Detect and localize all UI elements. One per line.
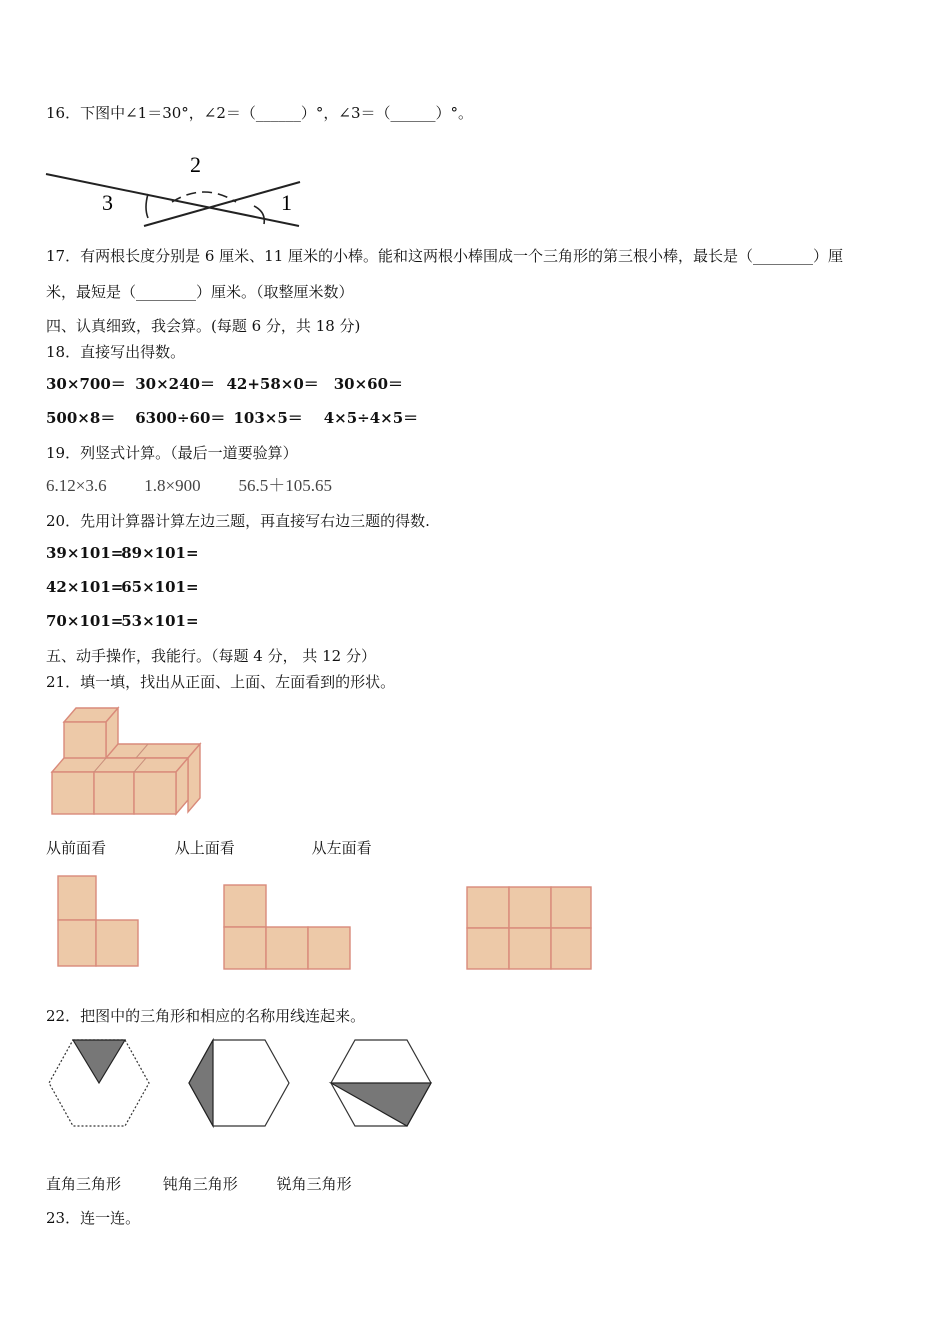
q20-row3 (46, 611, 199, 631)
q19-item: 56.5＋105.65 (238, 476, 332, 495)
q18-r1-item: 30×240＝ (135, 375, 215, 393)
section4-title: 四、认真细致，我会算。(每题 6 分，共 18 分) (46, 317, 361, 335)
q22-hexagon-1 (46, 1036, 152, 1130)
q21-title: 21．填一填，找出从正面、上面、左面看到的形状。 (46, 673, 396, 691)
q20-row1 (46, 543, 199, 563)
angle-2-label: 2 (190, 152, 201, 177)
q17-line2: 米，最短是（________）厘米。（取整厘米数） (46, 283, 354, 301)
q18-r2-item: 500×8＝ (46, 409, 116, 427)
view-left-label: 从左面看 (311, 839, 372, 857)
q22-names (46, 1174, 352, 1194)
q17-line1: 17．有两根长度分别是 6 厘米、11 厘米的小棒。能和这两根小棒围成一个三角形的第三根小棒，最长是（________）厘 (46, 247, 844, 265)
view-top-label: 从上面看 (174, 839, 235, 857)
view-front-shape (54, 872, 144, 972)
q19-items (46, 476, 332, 496)
q21-view-labels (46, 838, 372, 858)
q18-r1-item: 42+58×0＝ (226, 375, 319, 393)
view-top-shape (221, 882, 355, 974)
q19-item: 6.12×3.6 (46, 476, 107, 495)
q22-hexagon-3 (328, 1036, 434, 1130)
q21-cube-stack (48, 702, 218, 822)
angle-1-label: 1 (281, 190, 292, 215)
q22-hexagon-2 (186, 1036, 292, 1130)
q18-r2-item: 6300÷60＝ (135, 409, 226, 427)
q20-item: 42×101= (46, 578, 124, 596)
view-front-label: 从前面看 (46, 839, 107, 857)
q20-item: 39×101= (46, 544, 124, 562)
view-left-shape (464, 884, 596, 974)
section5-title: 五、动手操作，我能行。（每题 4 分， 共 12 分） (46, 647, 376, 665)
q20-item: 65×101= (121, 578, 199, 596)
q18-r2-item: 4×5÷4×5＝ (323, 409, 419, 427)
q16-angle-figure (44, 146, 304, 236)
q19-item: 1.8×900 (144, 476, 201, 495)
triangle-name: 锐角三角形 (276, 1175, 352, 1193)
q20-item: 89×101= (121, 544, 199, 562)
angle-3-label: 3 (102, 190, 113, 215)
q18-row2 (46, 408, 418, 428)
q20-row2 (46, 577, 199, 597)
triangle-name: 直角三角形 (46, 1175, 122, 1193)
q16-question: 16．下图中∠1＝30°，∠2＝（______）°，∠3＝（______）°。 (46, 104, 474, 122)
q20-item: 70×101= (46, 612, 124, 630)
q18-row1 (46, 374, 403, 394)
q20-item: 53×101= (121, 612, 199, 630)
q23-title: 23．连一连。 (46, 1209, 141, 1227)
q18-r2-item: 103×5＝ (233, 409, 303, 427)
q18-r1-item: 30×700＝ (46, 375, 126, 393)
triangle-name: 钝角三角形 (162, 1175, 238, 1193)
q18-r1-item: 30×60＝ (333, 375, 404, 393)
q19-title: 19．列竖式计算。（最后一道要验算） (46, 444, 298, 462)
q22-title: 22．把图中的三角形和相应的名称用线连起来。 (46, 1007, 366, 1025)
q20-title: 20．先用计算器计算左边三题，再直接写右边三题的得数. (46, 512, 430, 530)
q18-title: 18．直接写出得数。 (46, 343, 186, 361)
